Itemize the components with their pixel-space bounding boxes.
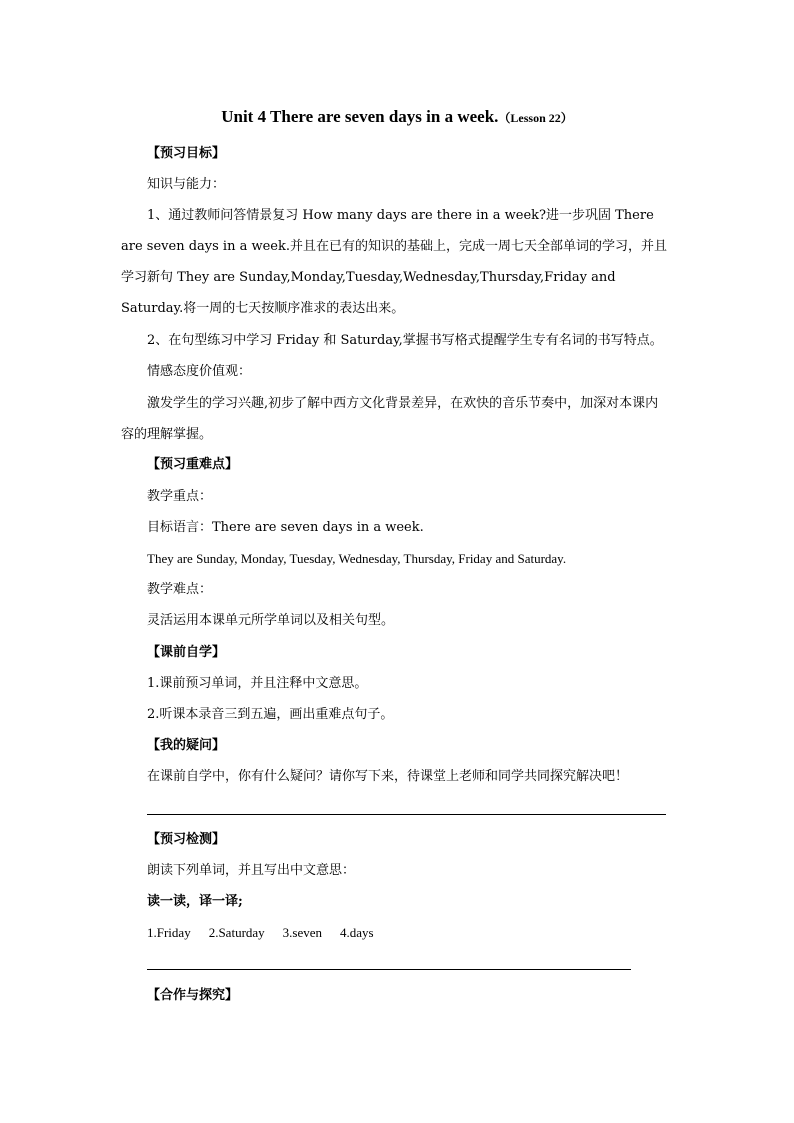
vocab-word: 4.days [340,925,374,940]
preview-check-subheading: 读一读，译一译; [147,894,243,909]
document-title [0,107,794,127]
section-heading-key-points: 【预习重难点】 [147,457,239,472]
preview-check-instruction: 朗读下列单词，并且写出中文意思： [147,863,356,878]
vocab-word: 2.Saturday [208,925,265,940]
answer-line [147,814,666,815]
title-main: Unit 4 There are seven days in a week. [221,107,499,126]
section-heading-preview-check: 【预习检测】 [147,832,226,847]
title-lesson: （Lesson 22） [498,111,573,125]
goal-item-1: 1、通过教师问答情景复习 How many days are there in a week?进一步巩固 There are seven days in a week.并且在已有的知识的基础上，完成一周七天全部单词的学习，并且学习新句 They are Sunday,Monday,Tuesday,Wednesday,Thursday,Friday and Saturday.将一周的七天按顺序准求的表达出来。 [121,208,667,316]
self-study-item-1: 1.课前预习单词，并且注释中文意思。 [147,676,368,691]
target-sentence: They are Sunday, Monday, Tuesday, Wednesday, Thursday, Friday and Saturday. [147,551,567,566]
section-heading-cooperation: 【合作与探究】 [147,988,239,1003]
section-heading-preview-goals: 【预习目标】 [147,146,226,161]
vocab-word: 1.Friday [147,925,191,940]
difficulty-text: 灵活运用本课单元所学单词以及相关句型。 [147,613,395,628]
section-heading-questions: 【我的疑问】 [147,738,226,753]
focus-label: 教学重点： [147,489,213,504]
vocab-word: 3.seven [282,925,323,940]
emotion-label: 情感态度价值观： [147,364,252,379]
section-heading-self-study: 【课前自学】 [147,645,226,660]
answer-line [147,969,631,970]
emotion-text: 激发学生的学习兴趣,初步了解中西方文化背景差异，在欢快的音乐节奏中，加深对本课内容的理解掌握。 [121,396,659,442]
difficulty-label: 教学难点： [147,582,213,597]
self-study-item-2: 2.听课本录音三到五遍，画出重难点句子。 [147,707,394,722]
target-language: 目标语言：There are seven days in a week. [147,520,424,535]
vocab-list [147,924,392,942]
questions-text: 在课前自学中，你有什么疑问？请你写下来，待课堂上老师和同学共同探究解决吧！ [147,769,629,784]
knowledge-label: 知识与能力： [147,177,226,192]
goal-item-2: 2、在句型练习中学习 Friday 和 Saturday,掌握书写格式提醒学生专有名词的书写特点。 [147,333,663,348]
